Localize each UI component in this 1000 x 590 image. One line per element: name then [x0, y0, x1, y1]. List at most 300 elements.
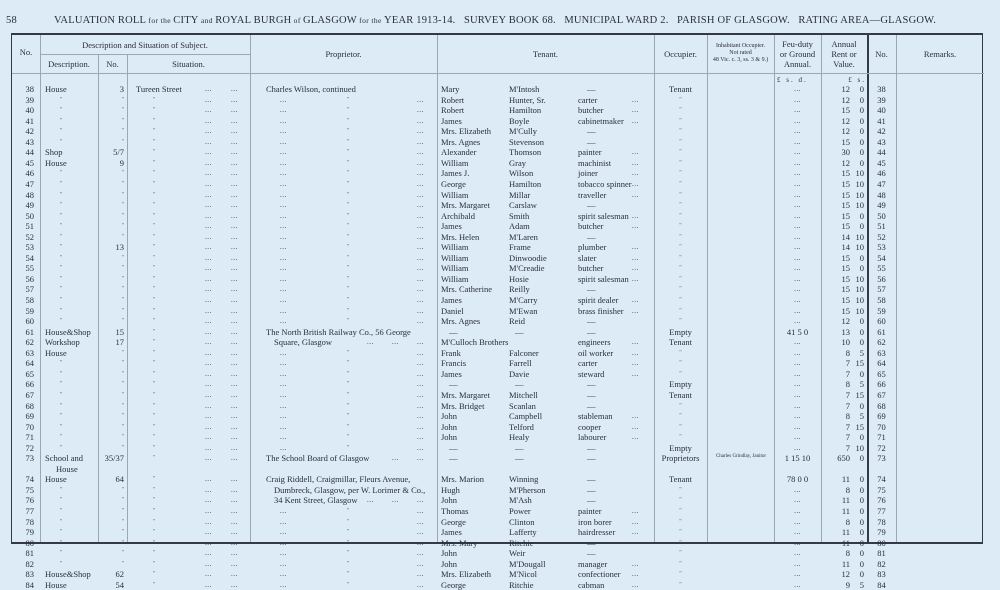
tenant-surname: Millar	[509, 189, 531, 200]
proprietor-ditto: "	[347, 202, 350, 209]
description-cell: "	[60, 423, 63, 430]
description-cell: House	[45, 474, 67, 485]
situation-cell: "	[153, 434, 156, 441]
street-number-cell: "	[121, 539, 124, 546]
feu-duty-cell: ...	[794, 179, 801, 188]
occupier-cell: "	[679, 571, 682, 578]
proprietor-ditto: "	[347, 265, 350, 272]
row-number: 40	[25, 105, 34, 116]
row-number-right: 76	[877, 495, 886, 506]
situation-cell: "	[153, 254, 156, 261]
occupier-cell: "	[679, 180, 682, 187]
proprietor-dots: ...	[280, 296, 287, 304]
description-cell: "	[60, 107, 63, 114]
proprietor-dots: ...	[417, 517, 424, 526]
situation-dots: ...	[205, 253, 212, 262]
table-row	[12, 126, 984, 137]
street-number-cell: "	[121, 508, 124, 514]
table-row	[12, 464, 984, 475]
rent-pounds-cell: 13	[841, 326, 850, 337]
rent-pounds-cell: 8	[845, 347, 850, 358]
situation-cell: "	[153, 307, 156, 314]
occupier-cell: "	[679, 581, 682, 588]
situation-dots: ...	[231, 559, 238, 568]
proprietor-dots: ...	[417, 148, 424, 157]
proprietor-ditto: "	[347, 275, 350, 282]
row-number-right: 73	[877, 453, 886, 464]
proprietor-ditto: "	[347, 297, 350, 303]
row-number-right: 55	[877, 263, 886, 274]
situation-cell: "	[153, 244, 156, 251]
feu-duty-cell: ...	[794, 285, 801, 294]
situation-dots: ...	[231, 454, 238, 463]
header-situation: Situation.	[172, 59, 205, 69]
situation-dots: ...	[205, 496, 212, 505]
row-number: 52	[25, 231, 34, 242]
tenant-surname: Hamilton	[509, 105, 542, 116]
situation-dots: ...	[205, 580, 212, 589]
rent-pounds-cell: 9	[845, 579, 850, 590]
rent-pounds-cell: 30	[841, 147, 850, 158]
rent-shillings-cell: 15	[855, 389, 864, 400]
row-number-right: 79	[877, 527, 886, 538]
occupation-cell: slater	[578, 252, 597, 263]
row-number: 54	[25, 252, 34, 263]
occupier-cell: "	[679, 318, 682, 325]
proprietor-dots: ...	[392, 454, 399, 463]
description-cell: "	[60, 212, 63, 219]
table-row	[12, 401, 984, 412]
situation-dots: ...	[231, 369, 238, 378]
feu-duty-cell: ...	[794, 401, 801, 410]
tenant-first-name: John	[441, 558, 458, 569]
proprietor-dots: ...	[280, 401, 287, 410]
occupier-cell: "	[679, 497, 682, 504]
tenant-surname: Telford	[509, 421, 534, 432]
proprietor-dots: ...	[417, 137, 424, 146]
rent-pounds-cell: 8	[845, 379, 850, 390]
situation-dots: ...	[231, 443, 238, 452]
occupation-cell: —	[587, 484, 596, 495]
row-number-right: 59	[877, 305, 886, 316]
occupation-dots: ...	[632, 211, 639, 220]
street-number-cell: "	[121, 318, 124, 325]
street-number-cell: 9	[119, 157, 124, 168]
occupation-dots: ...	[632, 559, 639, 568]
situation-dots: ...	[205, 517, 212, 526]
table-row	[12, 211, 984, 222]
feu-duty-cell: ...	[794, 95, 801, 104]
situation-dots: ...	[231, 243, 238, 252]
situation-cell: "	[153, 444, 156, 451]
proprietor-dots: ...	[417, 390, 424, 399]
situation-dots: ...	[231, 485, 238, 494]
street-number-cell: 17	[115, 337, 124, 348]
proprietor-dots: ...	[417, 169, 424, 178]
feu-duty-cell: ...	[794, 496, 801, 505]
rent-shillings-cell: 0	[859, 252, 864, 263]
proprietor-dots: ...	[367, 496, 374, 505]
row-number-right: 43	[877, 136, 886, 147]
situation-dots: ...	[205, 327, 212, 336]
situation-dots: ...	[231, 549, 238, 558]
proprietor-dots: ...	[417, 348, 424, 357]
tenant-first-name: Mrs. Agnes	[441, 136, 481, 147]
situation-cell: "	[153, 339, 156, 346]
proprietor-ditto: "	[347, 254, 350, 261]
rent-shillings-cell: 5	[859, 579, 864, 590]
street-number-cell: "	[121, 191, 124, 198]
table-row	[12, 337, 984, 348]
occupation-dots: ...	[632, 338, 639, 347]
header-no: No.	[19, 47, 33, 57]
feu-duty-cell: ...	[794, 485, 801, 494]
feu-duty-cell: ...	[794, 390, 801, 399]
occupation-cell: carter	[578, 358, 598, 369]
occupation-dots: ...	[632, 158, 639, 167]
situation-cell: "	[153, 529, 156, 536]
description-cell: "	[60, 254, 63, 261]
situation-cell: "	[153, 318, 156, 325]
tenant-surname: Hamilton	[509, 178, 542, 189]
occupier-cell: "	[679, 96, 682, 103]
situation-dots: ...	[231, 517, 238, 526]
occupier-cell: "	[679, 202, 682, 209]
situation-dots: ...	[205, 390, 212, 399]
rent-shillings-cell: 10	[855, 305, 864, 316]
situation-cell: "	[153, 149, 156, 156]
tenant-surname: —	[515, 453, 524, 464]
rent-shillings-cell: 0	[859, 527, 864, 538]
rent-shillings-cell: 5	[859, 379, 864, 390]
header-rule	[12, 73, 984, 74]
occupier-cell: "	[679, 486, 682, 493]
situation-dots: ...	[231, 422, 238, 431]
description-cell: "	[60, 391, 63, 398]
tenant-surname: M'Cully	[509, 126, 537, 137]
occupation-dots: ...	[632, 306, 639, 315]
rent-pounds-cell: 14	[841, 231, 850, 242]
proprietor-dots: ...	[417, 570, 424, 579]
description-cell: "	[60, 508, 63, 514]
rent-shillings-cell: 0	[859, 495, 864, 506]
street-number-cell: "	[121, 360, 124, 367]
proprietor-dots: ...	[280, 222, 287, 231]
rent-pounds-cell: 15	[841, 305, 850, 316]
situation-cell: "	[153, 180, 156, 187]
proprietor-ditto: "	[347, 170, 350, 177]
row-number: 43	[25, 136, 34, 147]
rent-pounds-cell: 7	[845, 442, 850, 453]
rent-shillings-cell: 0	[859, 506, 864, 516]
rent-shillings-cell: 15	[855, 421, 864, 432]
proprietor-dots: ...	[417, 496, 424, 505]
row-number-right: 81	[877, 548, 886, 559]
situation-dots: ...	[205, 306, 212, 315]
feu-duty-cell: ...	[794, 243, 801, 252]
rent-shillings-cell: 0	[859, 516, 864, 527]
tenant-first-name: —	[449, 453, 458, 464]
proprietor-dots: ...	[417, 211, 424, 220]
feu-duty-cell: ...	[794, 570, 801, 579]
situation-dots: ...	[231, 317, 238, 326]
feu-duty-cell: ...	[794, 116, 801, 125]
feu-duty-cell: ...	[794, 359, 801, 368]
table-row	[12, 538, 984, 549]
rent-pounds-cell: 15	[841, 295, 850, 305]
proprietor-dots: ...	[280, 201, 287, 210]
table-row	[12, 253, 984, 264]
situation-dots: ...	[231, 232, 238, 241]
proprietor-dots: ...	[417, 317, 424, 326]
header-rule	[40, 54, 250, 55]
table-row	[12, 379, 984, 390]
rent-shillings-cell: 10	[855, 284, 864, 295]
situation-dots: ...	[231, 433, 238, 442]
tenant-first-name: John	[441, 495, 458, 506]
street-number-cell: "	[121, 391, 124, 398]
rent-pounds-cell: 15	[841, 168, 850, 179]
situation-dots: ...	[231, 401, 238, 410]
rent-shillings-cell: 10	[855, 168, 864, 179]
header-annual-rent: Annual Rent or Value.	[831, 39, 857, 69]
situation-dots: ...	[231, 158, 238, 167]
occupation-cell: —	[587, 379, 596, 390]
rent-pounds-cell: 15	[841, 189, 850, 200]
rent-pounds-cell: 12	[841, 569, 850, 580]
occupier-cell: "	[679, 233, 682, 240]
street-number-cell: "	[121, 233, 124, 240]
proprietor-ditto: "	[347, 149, 350, 156]
description-cell: "	[60, 444, 63, 451]
situation-dots: ...	[231, 85, 238, 93]
rent-shillings-cell: 0	[859, 105, 864, 116]
situation-dots: ...	[231, 306, 238, 315]
rent-pounds-cell: 15	[841, 273, 850, 284]
situation-dots: ...	[205, 179, 212, 188]
tenant-first-name: Hugh	[441, 484, 460, 495]
occupation-dots: ...	[632, 296, 639, 304]
tenant-surname: M'Carry	[509, 295, 538, 305]
occupation-cell: painter	[578, 147, 602, 158]
occupation-dots: ...	[632, 528, 639, 537]
situation-dots: ...	[205, 475, 212, 484]
occupation-cell: spirit dealer	[578, 295, 619, 305]
tenant-first-name: William	[441, 273, 469, 284]
rent-shillings-cell: 0	[859, 368, 864, 379]
proprietor-cell: The North British Railway Co., 56 George	[266, 326, 411, 337]
situation-dots: ...	[205, 296, 212, 304]
row-number-right: 77	[877, 506, 886, 516]
description-cell: "	[60, 297, 63, 303]
tenant-surname: Mitchell	[509, 389, 538, 400]
table-row	[12, 559, 984, 570]
situation-dots: ...	[205, 380, 212, 389]
tenant-surname: Davie	[509, 368, 530, 379]
street-number-cell: 62	[115, 569, 124, 580]
proprietor-ditto: "	[347, 128, 350, 135]
row-number-right: 58	[877, 295, 886, 305]
tenant-first-name: William	[441, 263, 469, 274]
table-row	[12, 137, 984, 148]
row-number-right: 42	[877, 126, 886, 137]
occupation-cell: —	[587, 326, 596, 337]
situation-dots: ...	[205, 454, 212, 463]
occupation-cell: traveller	[578, 189, 607, 200]
occupation-dots: ...	[632, 179, 639, 188]
proprietor-ditto: "	[347, 180, 350, 187]
header-proprietor: Proprietor.	[325, 49, 362, 59]
street-number-cell: 35/37	[104, 453, 124, 464]
row-number-right: 50	[877, 210, 886, 221]
header-remarks: Remarks.	[923, 49, 957, 59]
inhabitant-occupier-cell: Charles Grindlay, Janitor	[715, 454, 767, 460]
proprietor-dots: ...	[417, 243, 424, 252]
row-number: 42	[25, 126, 34, 137]
row-number-right: 56	[877, 273, 886, 284]
proprietor-dots: ...	[417, 264, 424, 273]
table-row	[12, 274, 984, 285]
street-number-cell: "	[121, 96, 124, 103]
feu-duty-cell: ...	[794, 127, 801, 136]
rent-pounds-cell: 7	[845, 368, 850, 379]
proprietor-dots: ...	[417, 359, 424, 368]
rent-pounds-cell: 12	[841, 126, 850, 137]
description-cell: "	[60, 381, 63, 388]
occupier-cell: "	[679, 360, 682, 367]
row-number: 46	[25, 168, 34, 179]
row-number-right: 78	[877, 516, 886, 527]
proprietor-ditto: "	[347, 349, 350, 356]
feu-duty-cell: ...	[794, 306, 801, 315]
proprietor-dots: ...	[280, 127, 287, 136]
proprietor-ditto: "	[347, 391, 350, 398]
proprietor-dots: ...	[280, 348, 287, 357]
row-number: 60	[25, 316, 34, 327]
occupation-dots: ...	[632, 253, 639, 262]
rent-shillings-cell: 10	[855, 273, 864, 284]
proprietor-dots: ...	[367, 338, 374, 347]
row-number: 59	[25, 305, 34, 316]
tenant-first-name: Robert	[441, 105, 465, 116]
occupier-cell: Empty	[669, 379, 692, 390]
row-number: 68	[25, 400, 34, 411]
proprietor-dots: ...	[280, 369, 287, 378]
proprietor-dots: ...	[417, 507, 424, 515]
tenant-first-name: William	[441, 252, 469, 263]
proprietor-dots: ...	[280, 158, 287, 167]
proprietor-dots: ...	[280, 232, 287, 241]
rent-pounds-cell: 14	[841, 242, 850, 253]
occupier-cell: "	[679, 170, 682, 177]
occupier-cell: "	[679, 539, 682, 546]
feu-duty-cell: ...	[794, 538, 801, 547]
occupation-cell: spirit salesman	[578, 210, 629, 221]
occupier-cell: Tenant	[668, 337, 692, 348]
rent-shillings-cell: 0	[859, 432, 864, 443]
proprietor-ditto: "	[347, 550, 350, 557]
situation-cell: "	[153, 423, 156, 430]
description-cell: "	[60, 96, 63, 103]
proprietor-ditto: "	[347, 423, 350, 430]
situation-cell: "	[153, 571, 156, 578]
tenant-first-name: George	[441, 516, 466, 527]
proprietor-dots: ...	[280, 306, 287, 315]
occupation-cell: spirit salesman	[578, 273, 629, 284]
table-row	[12, 306, 984, 317]
street-number-cell: "	[121, 423, 124, 430]
feu-duty-cell: ...	[794, 137, 801, 146]
occupation-cell: —	[587, 200, 596, 211]
occupier-cell: "	[679, 212, 682, 219]
occupier-cell: "	[679, 560, 682, 567]
proprietor-dots: ...	[417, 538, 424, 547]
occupation-cell: —	[587, 316, 596, 327]
proprietor-dots: ...	[280, 243, 287, 252]
proprietor-ditto: "	[347, 286, 350, 293]
description-cell: "	[60, 434, 63, 441]
proprietor-ditto: "	[347, 107, 350, 114]
occupier-cell: "	[679, 550, 682, 557]
tenant-surname: M'Dougall	[509, 558, 546, 569]
situation-dots: ...	[205, 443, 212, 452]
tenant-surname: M'Creadie	[509, 263, 545, 274]
tenant-first-name: William	[441, 242, 469, 253]
occupier-cell: "	[679, 138, 682, 145]
situation-cell: "	[153, 360, 156, 367]
occupation-cell: joiner	[578, 168, 598, 179]
proprietor-dots: ...	[280, 359, 287, 368]
situation-dots: ...	[231, 570, 238, 579]
rent-shillings-cell: 0	[859, 326, 864, 337]
rent-shillings-cell: 0	[859, 569, 864, 580]
proprietor-ditto: "	[347, 360, 350, 367]
description-cell: House	[45, 84, 67, 94]
rent-pounds-cell: 7	[845, 400, 850, 411]
rent-pounds-cell: 8	[845, 516, 850, 527]
occupier-cell: Proprietors	[661, 453, 700, 464]
rent-pounds-cell: 8	[845, 484, 850, 495]
row-number: 47	[25, 178, 34, 189]
proprietor-ditto: "	[347, 518, 350, 525]
occupation-dots: ...	[632, 369, 639, 378]
situation-dots: ...	[231, 496, 238, 505]
occupation-cell: painter	[578, 506, 602, 516]
proprietor-dots: ...	[280, 422, 287, 431]
feu-duty-cell: ...	[794, 190, 801, 199]
tenant-surname: Gray	[509, 157, 526, 168]
row-number: 75	[25, 484, 34, 495]
feu-duty-cell: ...	[794, 211, 801, 220]
occupation-dots: ...	[632, 507, 639, 515]
description-cell: "	[60, 223, 63, 230]
situation-dots: ...	[231, 338, 238, 347]
row-number-right: 71	[877, 432, 886, 443]
street-number-cell: "	[121, 180, 124, 187]
table-row	[12, 263, 984, 274]
situation-dots: ...	[205, 348, 212, 357]
feu-duty-cell: ...	[794, 253, 801, 262]
proprietor-dots: ...	[417, 454, 424, 463]
tenant-first-name: —	[449, 326, 458, 337]
row-number: 77	[25, 506, 34, 516]
situation-dots: ...	[205, 422, 212, 431]
situation-dots: ...	[205, 137, 212, 146]
tenant-first-name: Francis	[441, 358, 467, 369]
feu-duty-cell: ...	[794, 507, 801, 515]
occupation-dots: ...	[632, 422, 639, 431]
occupier-cell: Tenant	[668, 389, 692, 400]
